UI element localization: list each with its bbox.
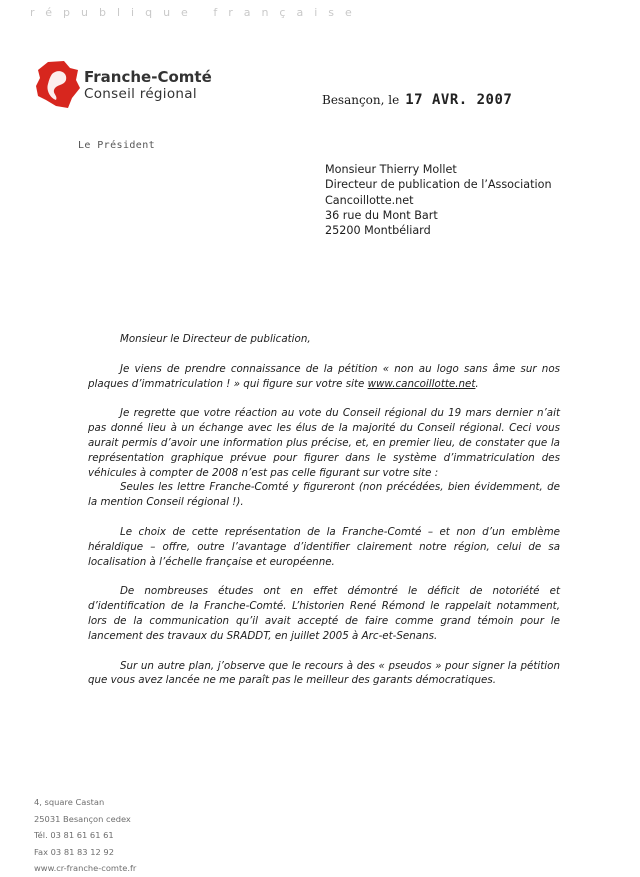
region-logo	[34, 60, 234, 110]
place-label: Besançon, le	[322, 93, 400, 107]
footer-contact	[34, 794, 136, 877]
footer-fax: Fax 03 81 83 12 92	[34, 846, 114, 857]
recipient-line: 25200 Montbéliard	[325, 224, 431, 238]
paragraph-5: Sur un autre plan, j’observe que le recours à des « pseudos » pour signer la pétition que vous avez lancée ne me paraît pas le meilleur des garants démocratiques.	[88, 659, 560, 687]
paragraph-1-end: .	[475, 377, 479, 390]
paragraph-1-text: Je viens de prendre connaissance de la pétition « non au logo sans âme sur nos plaques d’immatriculation ! » qui figure sur votre site	[88, 362, 560, 390]
recipient-line: Monsieur Thierry Mollet	[325, 163, 457, 176]
footer-web[interactable]: www.cr-franche-comte.fr	[34, 863, 137, 874]
paragraph-2-quote: Seules les lettre Franche-Comté y figureront (non précédées, bien évidemment, de la mention Conseil régional !).	[88, 481, 560, 509]
footer-city: 25031 Besançon cedex	[34, 813, 131, 824]
recipient-line: Directeur de publication de l’Association	[325, 178, 552, 192]
paragraph-4: De nombreuses études ont en effet démontré le déficit de notoriété et d’identification de la Franche-Comté. L’historien René Rémond le rappelait notamment, lors de la communication qu’il avait accepté de faire comme grand témoin pour le lancement des travaux du SRADDT, en juillet 2005 à Arc-et-Senans.	[88, 585, 560, 642]
franche-comte-map-icon	[34, 60, 82, 110]
footer-address: 4, square Castan	[34, 797, 105, 807]
paragraph-3: Le choix de cette représentation de la Franche-Comté – et non d’un emblème héraldique – offre, outre l’avantage d’identifier clairement notre région, celui de sa localisation à l’échelle française et européenne.	[88, 525, 560, 568]
letter-body	[88, 332, 560, 703]
paragraph-1	[88, 362, 560, 392]
logo-title: Franche-Comté	[84, 68, 212, 86]
petition-site-link[interactable]: www.cancoillotte.net	[367, 377, 476, 390]
header-band: république française	[30, 6, 363, 19]
sender-title: Le Président	[78, 140, 156, 151]
recipient-line: 36 rue du Mont Bart	[325, 208, 438, 222]
place-date	[322, 92, 512, 108]
footer-tel: Tél. 03 81 61 61 61	[34, 830, 114, 841]
paragraph-2: Je regrette que votre réaction au vote du Conseil régional du 19 mars dernier n’ait pas donné lieu à un échange avec les élus de la majorité du Conseil régional. Ceci vous aurait permis d’avoir une information plus précise, et, en premier lieu, de constater que la représentation graphique prévue pour figurer dans le système d’immatriculation des véhicules à compter de 2008 n’est pas celle figurant sur votre site :	[88, 407, 560, 479]
recipient-line: Cancoillotte.net	[325, 193, 414, 207]
recipient-address	[325, 162, 552, 238]
logo-subtitle: Conseil régional	[84, 86, 197, 102]
salutation: Monsieur le Directeur de publication,	[120, 333, 311, 345]
date-stamp: 17 AVR. 2007	[405, 92, 513, 108]
